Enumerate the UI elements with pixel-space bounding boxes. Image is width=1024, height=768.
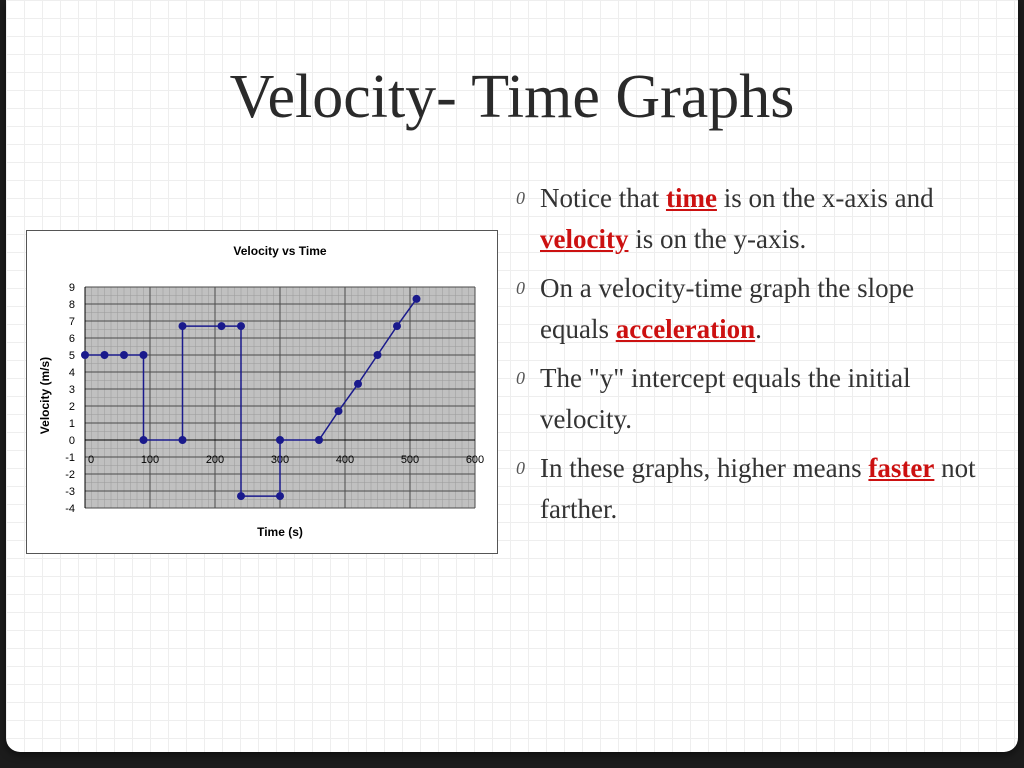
data-point [179,322,187,330]
bullet-item [516,358,976,440]
y-tick-label: -4 [65,503,75,515]
slide-title: Velocity- Time Graphs [229,63,795,131]
bullet-marker: 0 [516,368,525,388]
data-point [354,380,362,388]
data-point [237,492,245,500]
data-point [315,436,323,444]
y-tick-label: 2 [68,401,75,413]
chart-frame [26,230,498,554]
x-tick-label: 100 [140,454,160,466]
x-tick-label: 200 [205,454,225,466]
highlighted-term: time [665,183,717,213]
data-point [140,351,148,359]
bullet-text: is on the y-axis. [628,224,807,254]
data-point [179,436,187,444]
y-tick-label: 9 [68,282,75,294]
chart-title: Velocity vs Time [233,244,327,258]
bullet-text: Notice that [540,183,666,213]
data-point [140,436,148,444]
y-tick-label: -1 [65,452,75,464]
y-tick-label: 4 [68,367,75,379]
x-tick-label: 0 [88,454,95,466]
bullet-item [516,178,976,260]
x-tick-label: 600 [465,454,485,466]
data-point [413,295,421,303]
highlighted-term: velocity [540,224,629,254]
bullet-marker: 0 [516,458,525,478]
y-tick-label: 5 [68,350,75,362]
bullet-list [516,178,976,538]
data-point [374,351,382,359]
y-axis-label: Velocity (m/s) [38,356,52,435]
data-point [218,322,226,330]
bullet-item [516,268,976,350]
data-point [393,322,401,330]
y-tick-label: 6 [68,333,75,345]
bullet-text: On a velocity-time graph the slope equals [540,273,915,344]
bullet-text: The "y" intercept equals the initial velocity. [540,363,911,434]
y-tick-label: -2 [65,469,75,481]
bullet-marker: 0 [516,188,525,208]
highlighted-term: acceleration [615,314,756,344]
data-point [101,351,109,359]
bullet-item [516,448,976,530]
x-axis-label: Time (s) [257,525,303,539]
x-tick-label: 500 [400,454,420,466]
data-point [335,407,343,415]
data-point [81,351,89,359]
y-tick-label: 3 [68,384,75,396]
y-tick-label: -3 [65,486,75,498]
data-point [276,492,284,500]
y-tick-label: 0 [68,435,75,447]
x-tick-label: 300 [270,454,290,466]
y-tick-label: 1 [68,418,75,430]
y-tick-label: 8 [68,299,75,311]
bullet-marker: 0 [516,278,525,298]
y-tick-label: 7 [68,316,75,328]
bullet-text: In these graphs, higher means [540,453,869,483]
data-point [120,351,128,359]
bullet-text: is on the x-axis and [716,183,934,213]
highlighted-term: faster [868,453,935,483]
x-tick-label: 400 [335,454,355,466]
bullet-text: . [755,314,762,344]
bullet-text: not farther. [540,453,976,524]
data-point [237,322,245,330]
data-point [276,436,284,444]
velocity-time-chart [27,231,497,553]
